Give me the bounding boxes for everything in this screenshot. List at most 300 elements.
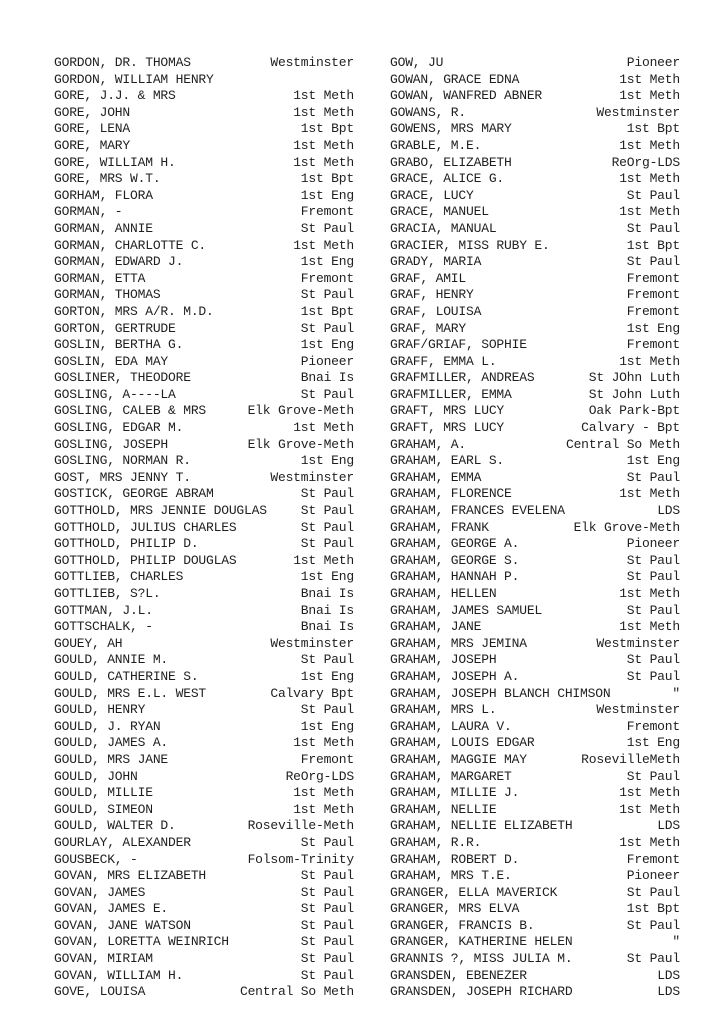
list-item xyxy=(54,686,354,703)
list-item xyxy=(390,520,680,537)
list-item xyxy=(54,603,354,620)
list-item xyxy=(390,918,680,935)
list-item xyxy=(54,204,354,221)
list-item xyxy=(390,72,680,89)
person-name: GOSLINER, THEODORE xyxy=(54,370,191,386)
person-name: GRAHAM, FRANCES EVELENA xyxy=(390,503,565,519)
church-name: St Paul xyxy=(626,652,680,668)
list-item xyxy=(54,55,354,72)
list-item xyxy=(54,520,354,537)
church-name: Central So Meth xyxy=(239,984,354,1000)
list-item xyxy=(390,486,680,503)
list-item xyxy=(54,669,354,686)
list-item xyxy=(54,121,354,138)
person-name: GRAHAM, MRS L. xyxy=(390,702,497,718)
church-name: St Paul xyxy=(300,386,354,402)
left-column xyxy=(54,55,354,1001)
list-item xyxy=(390,818,680,835)
list-item xyxy=(54,171,354,188)
church-name: St Paul xyxy=(300,834,354,850)
list-item xyxy=(390,155,680,172)
right-column xyxy=(390,55,680,1001)
church-name: St Paul xyxy=(300,220,354,236)
church-name: Pioneer xyxy=(626,536,680,552)
person-name: GRAHAM, MARGARET xyxy=(390,768,512,784)
church-name: LDS xyxy=(657,818,680,834)
list-item xyxy=(390,769,680,786)
church-name: Fremont xyxy=(626,270,680,286)
church-name: 1st Eng xyxy=(300,254,354,270)
person-name: GOWAN, GRACE EDNA xyxy=(390,71,520,87)
church-name: 1st Meth xyxy=(293,104,354,120)
church-name: Pioneer xyxy=(626,868,680,884)
list-item xyxy=(390,536,680,553)
church-name: St Paul xyxy=(626,951,680,967)
church-name: 1st Eng xyxy=(626,735,680,751)
person-name: GOVAN, MRS ELIZABETH xyxy=(54,868,207,884)
list-item xyxy=(54,852,354,869)
church-name: St Paul xyxy=(626,768,680,784)
church-name: Fremont xyxy=(300,270,354,286)
person-name: GRAF, AMIL xyxy=(390,270,467,286)
church-name: Westminster xyxy=(270,469,354,485)
church-name: Fremont xyxy=(626,851,680,867)
person-name: GOVAN, JAMES E. xyxy=(54,901,169,917)
person-name: GRAHAM, JOSEPH A. xyxy=(390,668,520,684)
person-name: GORE, LENA xyxy=(54,121,131,137)
list-item xyxy=(390,802,680,819)
church-name: St Paul xyxy=(300,503,354,519)
church-name: St JOhn Luth xyxy=(588,370,680,386)
list-item xyxy=(54,470,354,487)
person-name: GRAHAM, LAURA V. xyxy=(390,718,512,734)
list-item xyxy=(390,619,680,636)
person-name: GOTTHOLD, PHILIP DOUGLAS xyxy=(54,552,237,568)
person-name: GRAHAM, JOSEPH xyxy=(390,652,497,668)
person-name: GOVAN, LORETTA WEINRICH xyxy=(54,934,229,950)
church-name: St Paul xyxy=(300,901,354,917)
person-name: GORDON, WILLIAM HENRY xyxy=(54,71,214,87)
person-name: GOST, MRS JENNY T. xyxy=(54,469,191,485)
person-name: GRABO, ELIZABETH xyxy=(390,154,512,170)
church-name: St Paul xyxy=(300,917,354,933)
church-name: Bnai Is xyxy=(300,619,354,635)
list-item xyxy=(390,271,680,288)
church-name: 1st Bpt xyxy=(300,303,354,319)
church-name: St Paul xyxy=(626,187,680,203)
church-name: St Paul xyxy=(626,884,680,900)
list-item xyxy=(390,221,680,238)
church-name: 1st Meth xyxy=(619,137,680,153)
church-name: 1st Meth xyxy=(619,785,680,801)
person-name: GOSLING, CALEB & MRS xyxy=(54,403,207,419)
person-name: GOVAN, WILLIAM H. xyxy=(54,967,184,983)
list-item xyxy=(390,702,680,719)
list-item xyxy=(54,420,354,437)
list-item xyxy=(54,453,354,470)
person-name: GOULD, MRS JANE xyxy=(54,751,169,767)
person-name: GOSLIN, EDA MAY xyxy=(54,353,169,369)
person-name: GRAHAM, GEORGE S. xyxy=(390,552,520,568)
list-item xyxy=(390,503,680,520)
person-name: GORMAN, - xyxy=(54,204,123,220)
person-name: GOULD, HENRY xyxy=(54,702,146,718)
person-name: GOUSBECK, - xyxy=(54,851,138,867)
church-name: " xyxy=(672,934,680,950)
church-name: St Paul xyxy=(626,254,680,270)
church-name: Central So Meth xyxy=(565,436,680,452)
list-item xyxy=(54,304,354,321)
list-item xyxy=(54,221,354,238)
list-item xyxy=(54,918,354,935)
list-item xyxy=(390,885,680,902)
person-name: GRAFF, EMMA L. xyxy=(390,353,497,369)
church-name: St Paul xyxy=(626,917,680,933)
church-name: St Paul xyxy=(300,951,354,967)
church-name: Elk Grove-Meth xyxy=(247,436,354,452)
church-name: 1st Eng xyxy=(626,320,680,336)
person-name: GORE, MRS W.T. xyxy=(54,171,161,187)
list-item xyxy=(54,636,354,653)
person-name: GRANGER, KATHERINE HELEN xyxy=(390,934,573,950)
person-name: GRANSDEN, JOSEPH RICHARD xyxy=(390,984,573,1000)
person-name: GOVAN, MIRIAM xyxy=(54,951,153,967)
list-item xyxy=(54,835,354,852)
list-item xyxy=(390,752,680,769)
church-name: LDS xyxy=(657,503,680,519)
church-name: St Paul xyxy=(300,287,354,303)
person-name: GOSLING, NORMAN R. xyxy=(54,453,191,469)
church-name: 1st Bpt xyxy=(300,121,354,137)
person-name: GOWENS, MRS MARY xyxy=(390,121,512,137)
person-name: GOW, JU xyxy=(390,55,444,70)
person-name: GOULD, SIMEON xyxy=(54,801,153,817)
person-name: GORMAN, EDWARD J. xyxy=(54,254,184,270)
list-item xyxy=(54,702,354,719)
list-item xyxy=(54,503,354,520)
church-name: Calvary - Bpt xyxy=(581,420,680,436)
church-name: 1st Meth xyxy=(619,586,680,601)
person-name: GOULD, JOHN xyxy=(54,768,138,784)
person-name: GRACIER, MISS RUBY E. xyxy=(390,237,550,253)
list-item xyxy=(54,885,354,902)
person-name: GOURLAY, ALEXANDER xyxy=(54,834,191,850)
person-name: GRACIA, MANUAL xyxy=(390,220,497,236)
church-name: 1st Meth xyxy=(293,801,354,817)
church-name: 1st Meth xyxy=(293,785,354,801)
person-name: GOUEY, AH xyxy=(54,635,123,651)
person-name: GRAFT, MRS LUCY xyxy=(390,403,505,419)
person-name: GRAHAM, FRANK xyxy=(390,519,489,535)
list-item xyxy=(54,769,354,786)
list-item xyxy=(54,254,354,271)
person-name: GRACE, MANUEL xyxy=(390,204,489,220)
church-name: Bnai Is xyxy=(300,370,354,386)
list-item xyxy=(54,271,354,288)
list-item xyxy=(390,669,680,686)
list-item xyxy=(390,437,680,454)
person-name: GOULD, CATHERINE S. xyxy=(54,668,199,684)
church-name: 1st Meth xyxy=(619,353,680,369)
person-name: GRAHAM, JANE xyxy=(390,619,482,635)
person-name: GOSTICK, GEORGE ABRAM xyxy=(54,486,214,502)
person-name: GRAF, MARY xyxy=(390,320,467,336)
church-name: 1st Meth xyxy=(293,88,354,104)
church-name: St Paul xyxy=(300,868,354,884)
church-name: St Paul xyxy=(300,967,354,983)
person-name: GOTTHOLD, MRS JENNIE DOUGLAS xyxy=(54,503,267,519)
church-name: Elk Grove-Meth xyxy=(247,403,354,419)
church-name: 1st Meth xyxy=(293,735,354,751)
church-name: Elk Grove-Meth xyxy=(573,519,680,535)
list-item xyxy=(390,171,680,188)
list-item xyxy=(390,387,680,404)
list-item xyxy=(390,354,680,371)
person-name: GRAHAM, FLORENCE xyxy=(390,486,512,502)
church-name: St Paul xyxy=(626,552,680,568)
person-name: GOWAN, WANFRED ABNER xyxy=(390,88,543,104)
church-name: St Paul xyxy=(626,602,680,618)
list-item xyxy=(390,55,680,72)
church-name: 1st Eng xyxy=(300,569,354,585)
church-name: Westminster xyxy=(270,635,354,651)
church-name: Westminster xyxy=(270,55,354,70)
person-name: GOVAN, JAMES xyxy=(54,884,146,900)
church-name: 1st Meth xyxy=(619,171,680,187)
person-name: GRAHAM, NELLIE ELIZABETH xyxy=(390,818,573,834)
list-item xyxy=(54,337,354,354)
list-item xyxy=(54,238,354,255)
church-name: Fremont xyxy=(626,303,680,319)
church-name: 1st Eng xyxy=(300,337,354,353)
person-name: GORMAN, THOMAS xyxy=(54,287,161,303)
list-item xyxy=(390,735,680,752)
person-name: GORTON, GERTRUDE xyxy=(54,320,176,336)
church-name: Westminster xyxy=(596,635,680,651)
list-item xyxy=(54,785,354,802)
church-name: St Paul xyxy=(300,486,354,502)
church-name: 1st Eng xyxy=(626,453,680,469)
list-item xyxy=(54,553,354,570)
person-name: GORE, WILLIAM H. xyxy=(54,154,176,170)
church-name: 1st Bpt xyxy=(626,237,680,253)
person-name: GORDON, DR. THOMAS xyxy=(54,55,191,70)
person-name: GRANGER, MRS ELVA xyxy=(390,901,520,917)
church-name: Fremont xyxy=(300,204,354,220)
person-name: GORMAN, ETTA xyxy=(54,270,146,286)
person-name: GRABLE, M.E. xyxy=(390,137,482,153)
person-name: GRANGER, ELLA MAVERICK xyxy=(390,884,558,900)
church-name: Westminster xyxy=(596,702,680,718)
list-item xyxy=(390,951,680,968)
church-name: Pioneer xyxy=(300,353,354,369)
list-item xyxy=(390,121,680,138)
list-item xyxy=(390,138,680,155)
person-name: GRACE, LUCY xyxy=(390,187,474,203)
church-name: St John Luth xyxy=(588,386,680,402)
list-item xyxy=(390,901,680,918)
list-item xyxy=(54,370,354,387)
list-item xyxy=(390,470,680,487)
list-item xyxy=(390,934,680,951)
list-item xyxy=(390,984,680,1001)
list-item xyxy=(390,88,680,105)
list-item xyxy=(390,968,680,985)
person-name: GOSLING, JOSEPH xyxy=(54,436,169,452)
person-name: GRAHAM, HANNAH P. xyxy=(390,569,520,585)
list-item xyxy=(390,238,680,255)
church-name: 1st Meth xyxy=(619,801,680,817)
list-item xyxy=(54,619,354,636)
list-item xyxy=(54,934,354,951)
person-name: GORMAN, CHARLOTTE C. xyxy=(54,237,207,253)
list-item xyxy=(390,337,680,354)
list-item xyxy=(54,984,354,1001)
list-item xyxy=(390,569,680,586)
church-name: Pioneer xyxy=(626,55,680,70)
list-item xyxy=(390,603,680,620)
church-name: St Paul xyxy=(626,569,680,585)
church-name: St Paul xyxy=(626,668,680,684)
list-item xyxy=(390,586,680,603)
church-name: Bnai Is xyxy=(300,586,354,601)
person-name: GOVE, LOUISA xyxy=(54,984,146,1000)
church-name: 1st Meth xyxy=(293,137,354,153)
church-name: St Paul xyxy=(300,519,354,535)
list-item xyxy=(54,105,354,122)
church-name: 1st Meth xyxy=(619,71,680,87)
list-item xyxy=(54,951,354,968)
person-name: GRAHAM, ROBERT D. xyxy=(390,851,520,867)
person-name: GRAHAM, LOUIS EDGAR xyxy=(390,735,535,751)
church-name: 1st Bpt xyxy=(626,121,680,137)
church-name: Oak Park-Bpt xyxy=(588,403,680,419)
list-item xyxy=(390,403,680,420)
person-name: GRAHAM, MAGGIE MAY xyxy=(390,751,527,767)
church-name: LDS xyxy=(657,984,680,1000)
church-name: Bnai Is xyxy=(300,602,354,618)
person-name: GOULD, J. RYAN xyxy=(54,718,161,734)
person-name: GOTTLIEB, CHARLES xyxy=(54,569,184,585)
list-item xyxy=(54,968,354,985)
person-name: GRANSDEN, EBENEZER xyxy=(390,967,527,983)
person-name: GOSLING, A----LA xyxy=(54,386,176,402)
person-name: GOULD, WALTER D. xyxy=(54,818,176,834)
person-name: GRAHAM, A. xyxy=(390,436,467,452)
church-name: 1st Meth xyxy=(293,154,354,170)
list-item xyxy=(54,569,354,586)
list-item xyxy=(390,321,680,338)
list-item xyxy=(390,636,680,653)
list-item xyxy=(54,652,354,669)
person-name: GOSLING, EDGAR M. xyxy=(54,420,184,436)
church-name: 1st Meth xyxy=(619,204,680,220)
list-item xyxy=(54,719,354,736)
church-name: 1st Meth xyxy=(293,552,354,568)
person-name: GOTTMAN, J.L. xyxy=(54,602,153,618)
church-name: Folsom-Trinity xyxy=(247,851,354,867)
church-name: 1st Bpt xyxy=(300,171,354,187)
list-item xyxy=(54,321,354,338)
person-name: GRAHAM, MRS JEMINA xyxy=(390,635,527,651)
list-item xyxy=(54,901,354,918)
person-name: GORE, J.J. & MRS xyxy=(54,88,176,104)
list-item xyxy=(54,437,354,454)
church-name: St Paul xyxy=(300,320,354,336)
person-name: GRAF, HENRY xyxy=(390,287,474,303)
person-name: GORHAM, FLORA xyxy=(54,187,153,203)
person-name: GOULD, MRS E.L. WEST xyxy=(54,685,207,701)
person-name: GOTTHOLD, PHILIP D. xyxy=(54,536,199,552)
list-item xyxy=(390,553,680,570)
list-item xyxy=(390,652,680,669)
person-name: GRAHAM, EARL S. xyxy=(390,453,505,469)
church-name: 1st Eng xyxy=(300,668,354,684)
list-item xyxy=(54,735,354,752)
church-name: St Paul xyxy=(300,884,354,900)
person-name: GRADY, MARIA xyxy=(390,254,482,270)
list-item xyxy=(54,354,354,371)
list-item xyxy=(54,586,354,603)
person-name: GORMAN, ANNIE xyxy=(54,220,153,236)
list-item xyxy=(54,752,354,769)
person-name: GOULD, ANNIE M. xyxy=(54,652,169,668)
person-name: GOULD, MILLIE xyxy=(54,785,153,801)
list-item xyxy=(390,204,680,221)
list-item xyxy=(390,835,680,852)
person-name: GRAHAM, JOSEPH BLANCH CHIMSON xyxy=(390,685,611,701)
person-name: GRAFMILLER, EMMA xyxy=(390,386,512,402)
list-item xyxy=(54,818,354,835)
person-name: GORE, JOHN xyxy=(54,104,131,120)
church-name: Fremont xyxy=(626,337,680,353)
church-name: 1st Meth xyxy=(293,420,354,436)
church-name: RosevilleMeth xyxy=(581,751,680,767)
church-name: 1st Bpt xyxy=(626,901,680,917)
list-item xyxy=(54,868,354,885)
list-item xyxy=(54,88,354,105)
person-name: GRAHAM, JAMES SAMUEL xyxy=(390,602,543,618)
list-item xyxy=(390,420,680,437)
person-name: GRAFMILLER, ANDREAS xyxy=(390,370,535,386)
list-item xyxy=(390,719,680,736)
church-name: " xyxy=(672,685,680,701)
church-name: St Paul xyxy=(300,652,354,668)
person-name: GOTTLIEB, S?L. xyxy=(54,586,161,601)
church-name: LDS xyxy=(657,967,680,983)
person-name: GRAHAM, MILLIE J. xyxy=(390,785,520,801)
church-name: St Paul xyxy=(300,934,354,950)
person-name: GOVAN, JANE WATSON xyxy=(54,917,191,933)
church-name: 1st Meth xyxy=(293,237,354,253)
person-name: GRAHAM, EMMA xyxy=(390,469,482,485)
list-item xyxy=(54,138,354,155)
person-name: GOTTSCHALK, - xyxy=(54,619,153,635)
church-name: ReOrg-LDS xyxy=(611,154,680,170)
list-item xyxy=(390,105,680,122)
person-name: GRAHAM, MRS T.E. xyxy=(390,868,512,884)
list-item xyxy=(54,72,354,89)
church-name: St Paul xyxy=(626,220,680,236)
list-item xyxy=(54,188,354,205)
church-name: Calvary Bpt xyxy=(270,685,354,701)
list-item xyxy=(54,802,354,819)
church-name: Westminster xyxy=(596,104,680,120)
list-item xyxy=(54,387,354,404)
person-name: GRAFT, MRS LUCY xyxy=(390,420,505,436)
list-item xyxy=(390,785,680,802)
church-name: 1st Meth xyxy=(619,88,680,104)
